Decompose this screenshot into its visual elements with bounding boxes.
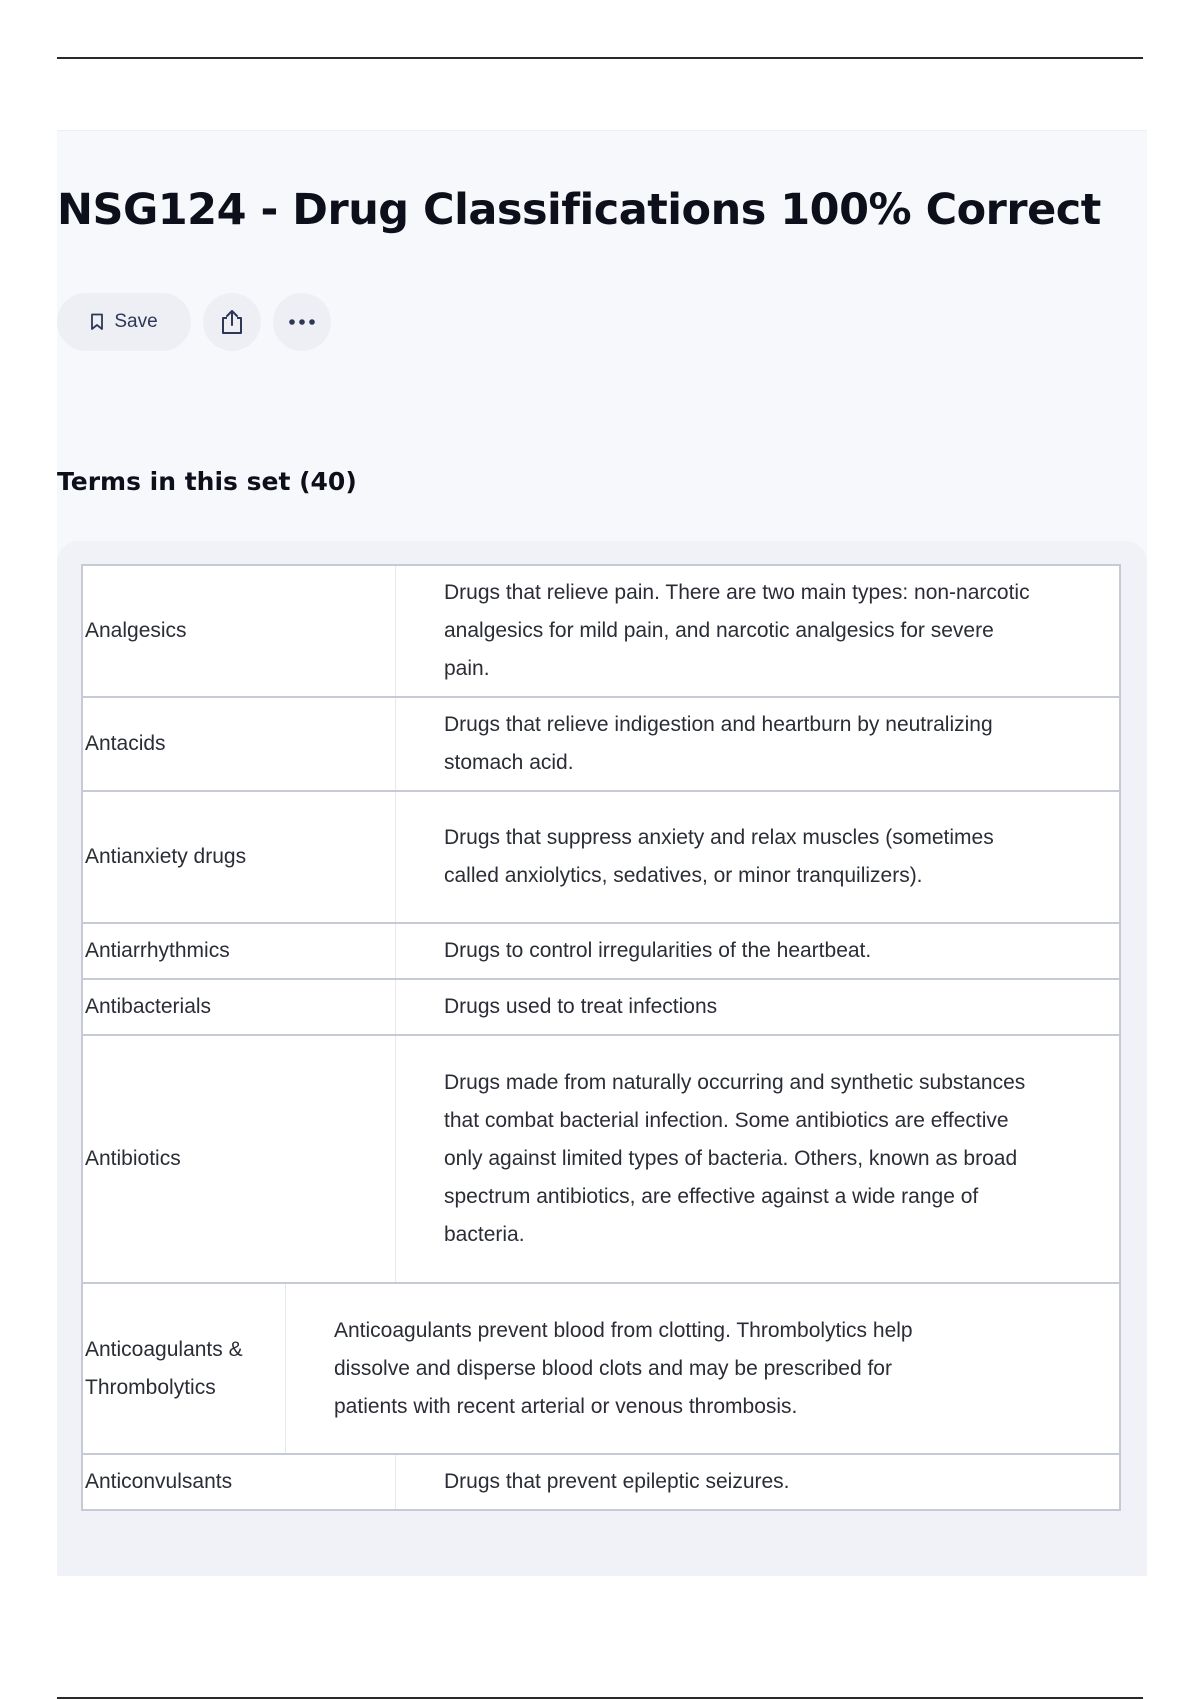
- term-row: [81, 978, 1121, 1036]
- terms-panel: [57, 541, 1147, 1576]
- term-word: Antacids: [83, 698, 396, 790]
- share-icon: [219, 308, 245, 336]
- term-row: [81, 696, 1121, 792]
- more-options-button[interactable]: [273, 293, 331, 351]
- term-word: Anticonvulsants: [83, 1455, 396, 1509]
- bottom-divider: [57, 1697, 1143, 1699]
- term-definition: Drugs used to treat infections: [444, 995, 718, 1018]
- action-bar: [57, 293, 331, 351]
- more-icon: [288, 318, 316, 326]
- term-row: [81, 922, 1121, 980]
- term-row: [81, 1453, 1121, 1511]
- term-word: Antibiotics: [83, 1036, 396, 1282]
- term-definition: Anticoagulants prevent blood from clotting. Thrombolytics help dissolve and disperse blood clots and may be prescribed for patients with recent arterial or venous thrombosis.: [334, 1318, 913, 1418]
- study-set-card: [57, 130, 1147, 1576]
- term-word: Analgesics: [83, 566, 396, 696]
- share-button[interactable]: [203, 293, 261, 351]
- term-word: Antibacterials: [83, 980, 396, 1034]
- save-button-label: Save: [114, 311, 158, 332]
- term-definition: Drugs that suppress anxiety and relax muscles (sometimes called anxiolytics, sedatives, or minor tranquilizers).: [444, 826, 994, 887]
- term-definition: Drugs that relieve indigestion and heartburn by neutralizing stomach acid.: [444, 713, 993, 774]
- term-word: Anticoagulants & Thrombolytics: [83, 1284, 286, 1453]
- term-row: [81, 1034, 1121, 1284]
- terms-list: [81, 564, 1121, 1511]
- save-button[interactable]: [57, 293, 191, 351]
- top-divider: [57, 57, 1143, 59]
- term-word: Antianxiety drugs: [83, 792, 396, 922]
- bookmark-icon: [90, 313, 104, 331]
- term-definition: Drugs to control irregularities of the heartbeat.: [444, 939, 872, 962]
- term-word: Antiarrhythmics: [83, 924, 396, 978]
- terms-heading: Terms in this set (40): [57, 467, 357, 496]
- term-definition: Drugs that relieve pain. There are two main types: non-narcotic analgesics for mild pain, and narcotic analgesics for severe pain.: [444, 581, 1030, 680]
- term-definition: Drugs that prevent epileptic seizures.: [444, 1470, 790, 1493]
- term-row: [81, 564, 1121, 698]
- term-row: [81, 790, 1121, 924]
- term-definition: Drugs made from naturally occurring and synthetic substances that combat bacterial infection. Some antibiotics are effective only against limited types of bacteria. Others, known as broad spectrum antibiotics, are effective against a wide range of bacteria.: [444, 1071, 1026, 1246]
- term-row: [81, 1282, 1121, 1455]
- page-title: NSG124 - Drug Classifications 100% Correct: [57, 185, 1101, 235]
